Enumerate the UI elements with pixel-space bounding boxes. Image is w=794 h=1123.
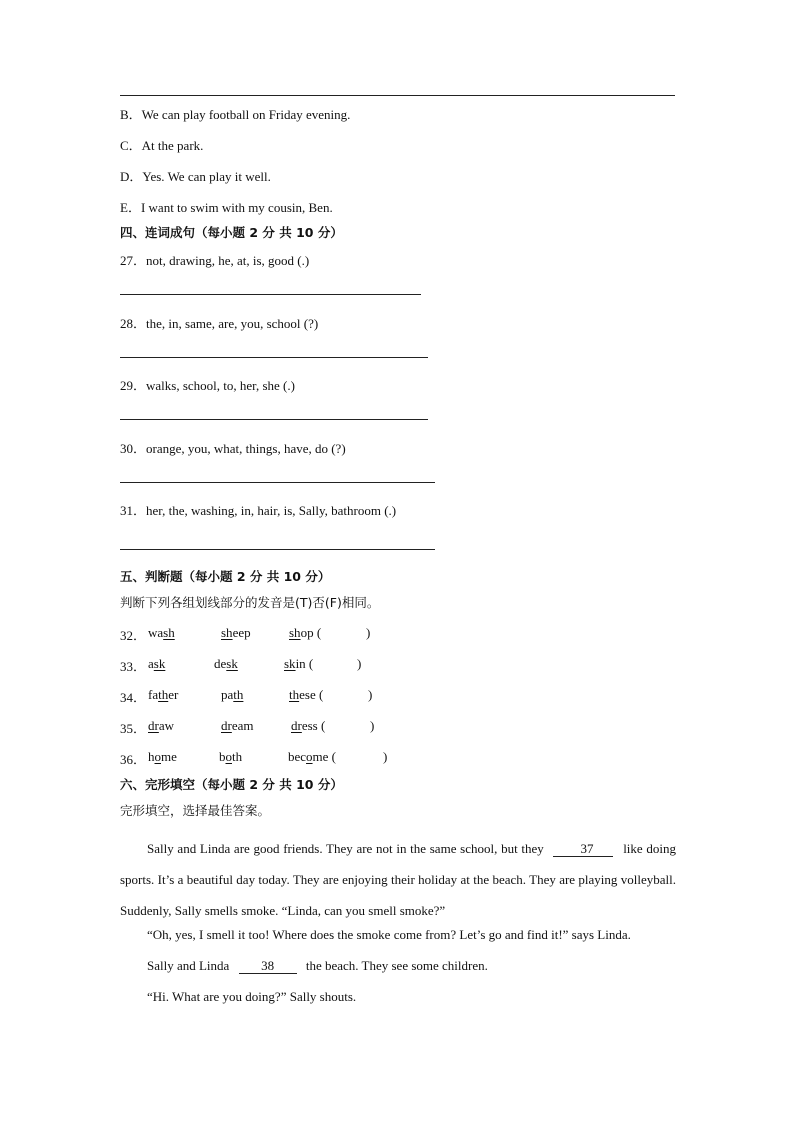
passage-paragraph-1: Sally and Linda are good friends. They are not in the same school, but they 37 like doing sports. It’s a beautiful day today. They are enjoying their holiday at the beach. They are playing volleyball. Suddenly, Sally smells smoke. “Linda, can you smell smoke?” bbox=[120, 841, 677, 918]
section6-title: 六、完形填空（每小题 2 分 共 10 分） bbox=[120, 777, 343, 792]
option-e: E．I want to swim with my cousin, Ben. bbox=[120, 200, 333, 215]
q32-word1: wash bbox=[148, 625, 175, 640]
answer-line-30[interactable] bbox=[120, 482, 435, 483]
section6-instruction: 完形填空，选择最佳答案。 bbox=[120, 803, 271, 818]
q33-word2: desk bbox=[214, 656, 238, 671]
answer-line-29[interactable] bbox=[120, 419, 428, 420]
q36-word1: home bbox=[148, 749, 177, 764]
top-rule bbox=[120, 95, 675, 96]
q32-word3: shop ( bbox=[289, 625, 322, 640]
passage-paragraph-2: “Oh, yes, I smell it too! Where does the smoke come from? Let’s go and find it!” says Linda. bbox=[147, 927, 631, 942]
q29: 29．walks, school, to, her, she (.) bbox=[120, 378, 295, 393]
q30: 30．orange, you, what, things, have, do (?) bbox=[120, 441, 346, 456]
q33-answer-close[interactable]: ) bbox=[357, 656, 362, 671]
q34-word3: these ( bbox=[289, 687, 324, 702]
q35-num: 35． bbox=[120, 721, 147, 736]
section4-title: 四、连词成句（每小题 2 分 共 10 分） bbox=[120, 225, 343, 240]
answer-line-27[interactable] bbox=[120, 294, 421, 295]
q36-word3: become ( bbox=[288, 749, 337, 764]
q35-word2: dream bbox=[221, 718, 254, 733]
section5-instruction: 判断下列各组划线部分的发音是(T)否(F)相同。 bbox=[120, 595, 380, 610]
q36-word2: both bbox=[219, 749, 243, 764]
q33-word3: skin ( bbox=[284, 656, 314, 671]
q35-word1: draw bbox=[148, 718, 175, 733]
blank-38[interactable]: 38 bbox=[239, 959, 297, 974]
option-d: D．Yes. We can play it well. bbox=[120, 169, 271, 184]
q31: 31．her, the, washing, in, hair, is, Sally, bathroom (.) bbox=[120, 503, 397, 518]
section5-title: 五、判断题（每小题 2 分 共 10 分） bbox=[120, 569, 331, 584]
passage-paragraph-4: “Hi. What are you doing?” Sally shouts. bbox=[147, 989, 357, 1004]
q27: 27．not, drawing, he, at, is, good (.) bbox=[120, 253, 310, 268]
q32-word2: sheep bbox=[221, 625, 251, 640]
option-b: B．We can play football on Friday evening. bbox=[120, 107, 351, 122]
q35-word3: dress ( bbox=[291, 718, 326, 733]
q36-num: 36． bbox=[120, 752, 147, 767]
passage-paragraph-3: Sally and Linda 38 the beach. They see some children. bbox=[147, 958, 488, 973]
q34-answer-close[interactable]: ) bbox=[368, 687, 373, 702]
q36-answer-close[interactable]: ) bbox=[383, 749, 388, 764]
q32-answer-close[interactable]: ) bbox=[366, 625, 371, 640]
q35-answer-close[interactable]: ) bbox=[370, 718, 375, 733]
q33-word1: ask bbox=[148, 656, 166, 671]
q32-num: 32． bbox=[120, 628, 147, 643]
q34-word2: path bbox=[221, 687, 244, 702]
q33-num: 33． bbox=[120, 659, 147, 674]
q34-num: 34． bbox=[120, 690, 147, 705]
answer-line-31[interactable] bbox=[120, 549, 435, 550]
q28: 28．the, in, same, are, you, school (?) bbox=[120, 316, 319, 331]
blank-37[interactable]: 37 bbox=[553, 842, 613, 857]
answer-line-28[interactable] bbox=[120, 357, 428, 358]
option-c: C．At the park. bbox=[120, 138, 204, 153]
q34-word1: father bbox=[148, 687, 179, 702]
